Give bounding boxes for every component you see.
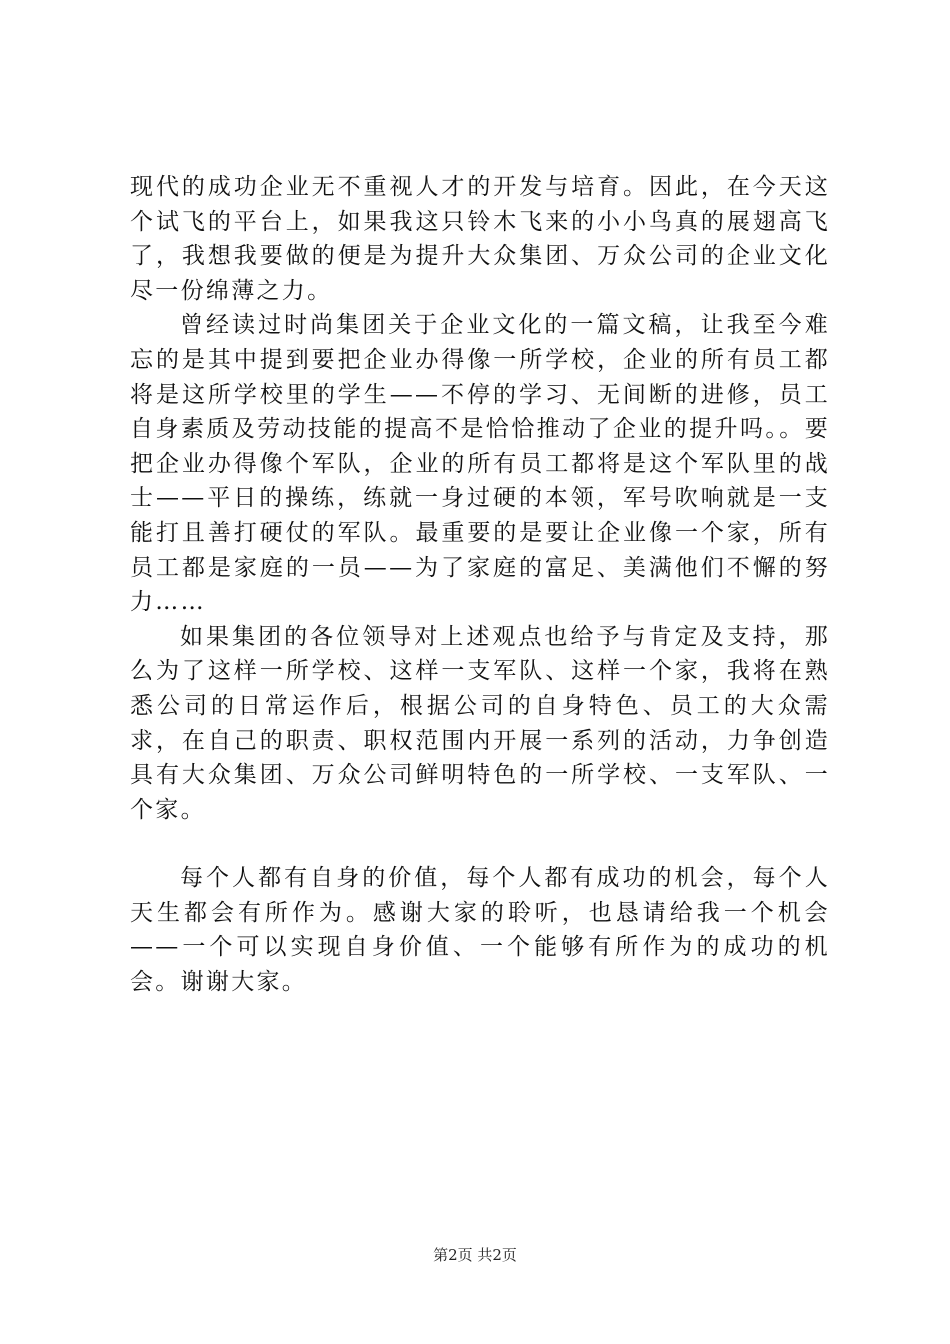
paragraph-1: 现代的成功企业无不重视人才的开发与培育。因此，在今天这个试飞的平台上，如果我这只铃木飞来的小小鸟真的展翅高飞了，我想我要做的便是为提升大众集团、万众公司的企业文化尽一份绵薄之力。 bbox=[130, 174, 830, 304]
paragraph-2: 曾经读过时尚集团关于企业文化的一篇文稿，让我至今难忘的是其中提到要把企业办得像一所学校，企业的所有员工都将是这所学校里的学生——不停的学习、无间断的进修，员工自身素质及劳动技能的提高不是恰恰推动了企业的提升吗。。要把企业办得像个军队，企业的所有员工都将是这个军队里的战士——平日的操练，练就一身过硬的本领，军号吹响就是一支能打且善打硬仗的军队。最重要的是要让企业像一个家，所有员工都是家庭的一员——为了家庭的富足、美满他们不懈的努力…… bbox=[130, 312, 830, 616]
paragraph-3: 如果集团的各位领导对上述观点也给予与肯定及支持，那么为了这样一所学校、这样一支军队、这样一个家，我将在熟悉公司的日常运作后，根据公司的自身特色、员工的大众需求，在自己的职责、职权范围内开展一系列的活动，力争创造具有大众集团、万众公司鲜明特色的一所学校、一支军队、一个家。 bbox=[130, 623, 830, 823]
paragraph-spacer bbox=[130, 827, 830, 861]
document-body bbox=[130, 170, 830, 1000]
page-footer: 第2页 共2页 bbox=[433, 1246, 517, 1264]
paragraph-4: 每个人都有自身的价值，每个人都有成功的机会，每个人天生都会有所作为。感谢大家的聆听，也恳请给我一个机会——一个可以实现自身价值、一个能够有所作为的成功的机会。谢谢大家。 bbox=[130, 865, 830, 996]
